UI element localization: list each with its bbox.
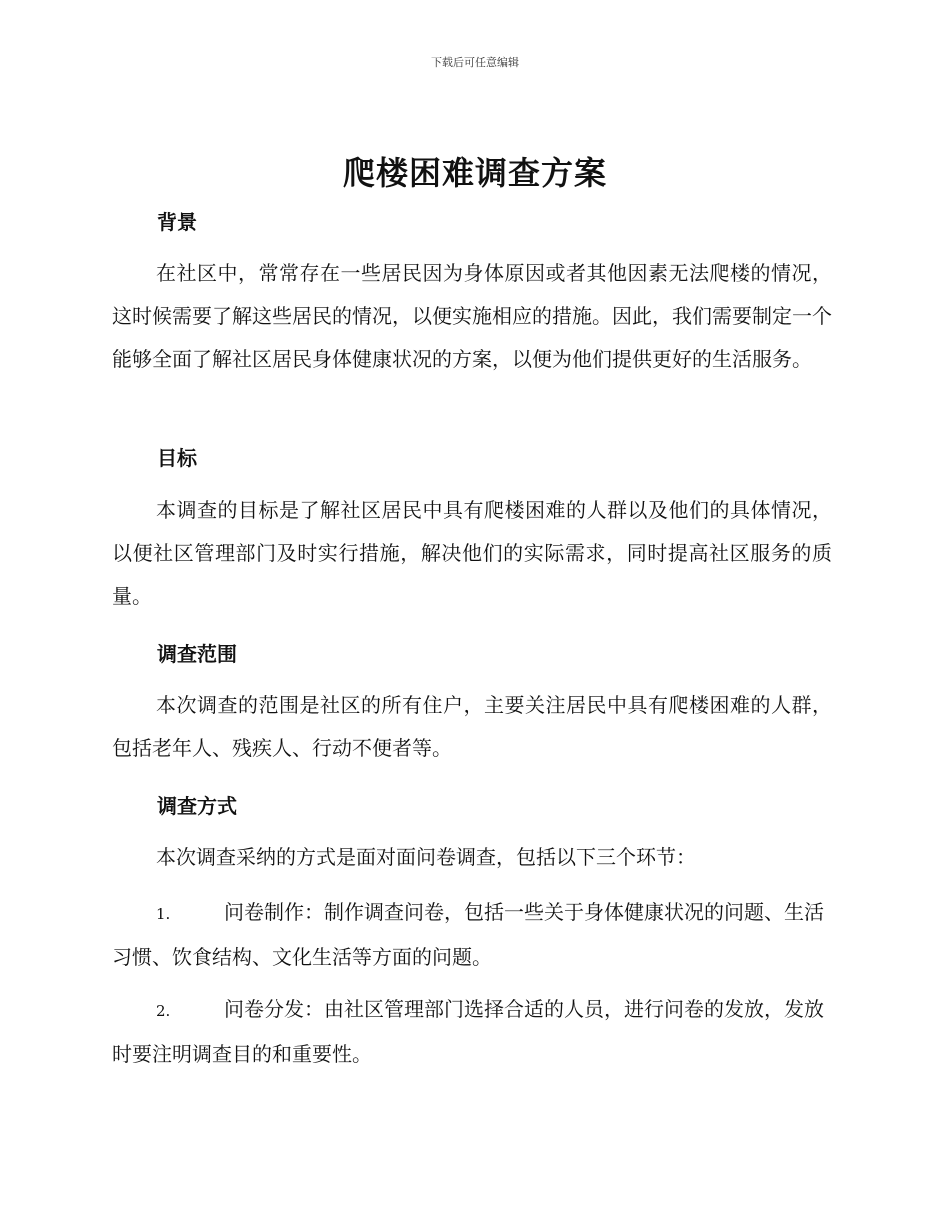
page-title: 爬楼困难调查方案 [342,154,607,192]
list-item [112,891,832,979]
heading-method: 调查方式 [157,794,237,818]
paragraph-method: 本次调查采纳的方式是面对面问卷调查，包括以下三个环节： [156,845,696,869]
list-item-number: 1. [156,905,171,923]
heading-goal: 目标 [157,446,197,470]
heading-background: 背景 [157,210,197,234]
heading-scope: 调查范围 [157,642,237,666]
paragraph-goal: 本调查的目标是了解社区居民中具有爬楼困难的人群以及他们的具体情况，以便社区管理部门及时实行措施，解决他们的实际需求，同时提高社区服务的质量。 [112,498,832,608]
paragraph-background: 在社区中，常常存在一些居民因为身体原因或者其他因素无法爬楼的情况，这时候需要了解这些居民的情况，以便实施相应的措施。因此，我们需要制定一个能够全面了解社区居民身体健康状况的方案，以便为他们提供更好的生活服务。 [112,261,832,371]
list-item-text: 问卷制作：制作调查问卷，包括一些关于身体健康状况的问题、生活习惯、饮食结构、文化生活等方面的问题。 [112,900,824,969]
header-note: 下载后可任意编辑 [431,56,519,69]
paragraph-scope: 本次调查的范围是社区的所有住户，主要关注居民中具有爬楼困难的人群，包括老年人、残疾人、行动不便者等。 [112,693,832,760]
list-item-text: 问卷分发：由社区管理部门选择合适的人员，进行问卷的发放，发放时要注明调查目的和重要性。 [112,997,824,1066]
list-item-number: 2. [156,1002,171,1020]
list-item [112,988,832,1076]
